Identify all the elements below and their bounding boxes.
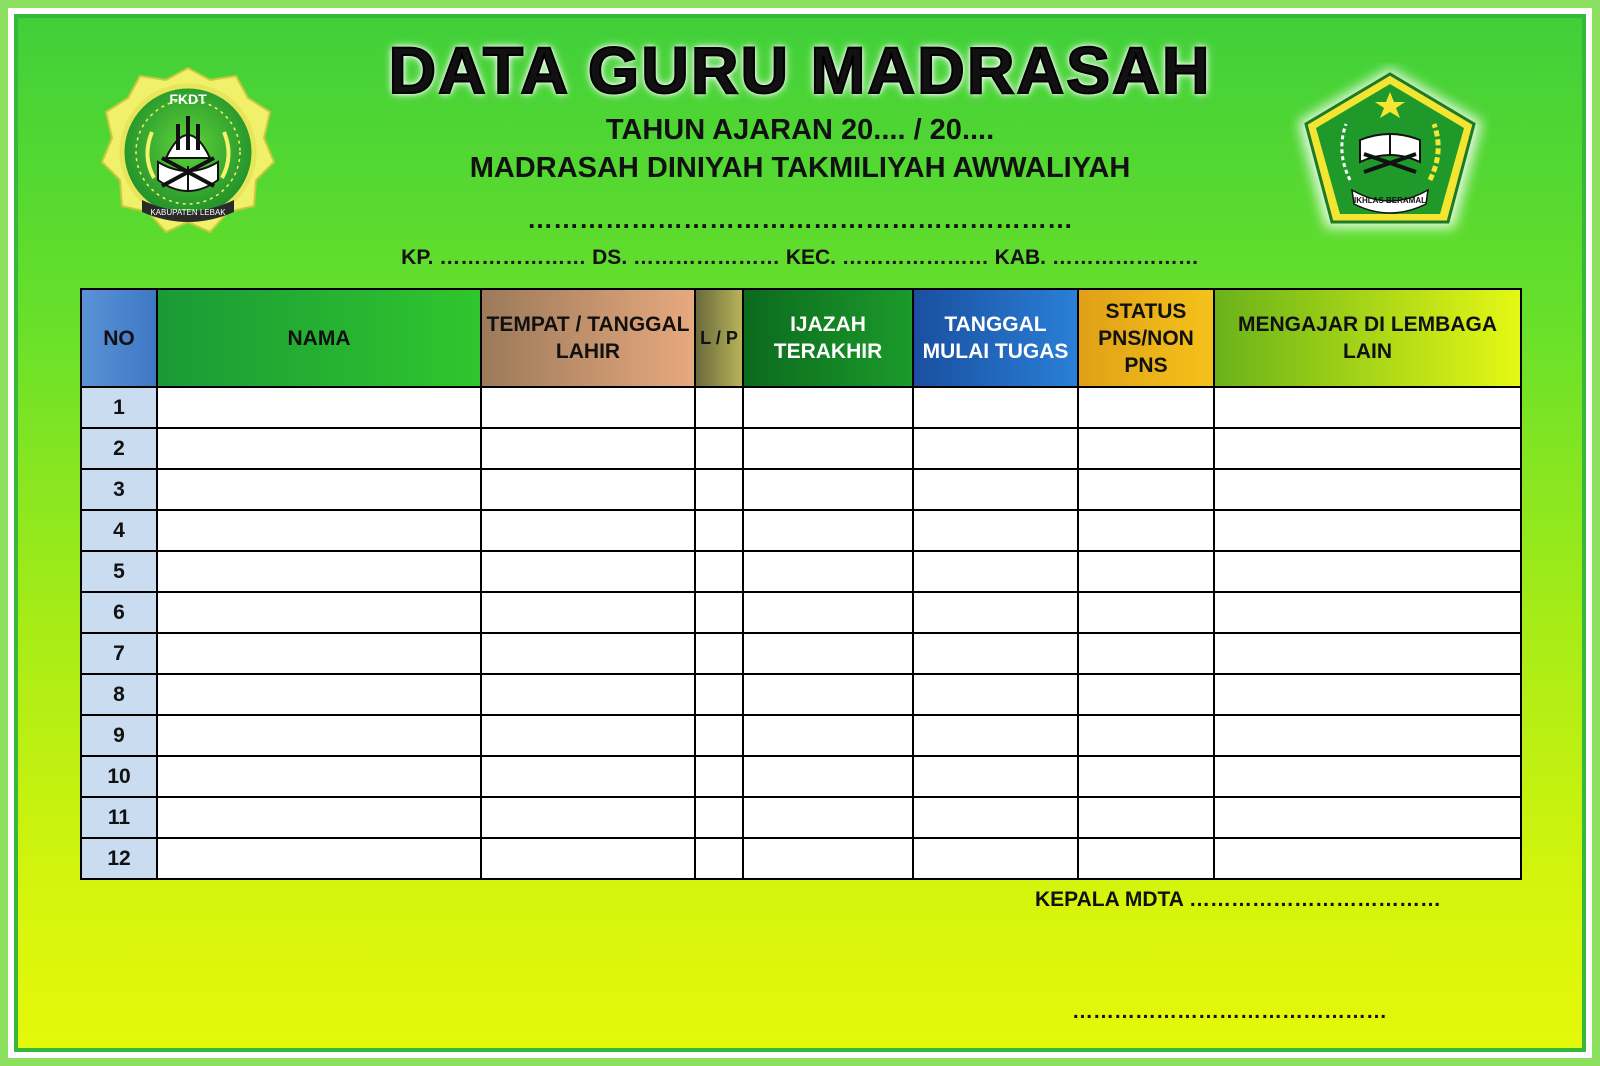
row-number: 12	[81, 838, 157, 879]
teacher-data-table	[80, 288, 1522, 880]
cell-mengajar[interactable]	[1214, 797, 1521, 838]
cell-mengajar[interactable]	[1214, 756, 1521, 797]
table-row	[81, 756, 1521, 797]
cell-tanggal-mulai[interactable]	[913, 756, 1078, 797]
cell-status[interactable]	[1078, 387, 1214, 428]
cell-ijazah[interactable]	[743, 838, 913, 879]
cell-status[interactable]	[1078, 633, 1214, 674]
school-type: MADRASAH DINIYAH TAKMILIYAH AWWALIYAH	[469, 152, 1131, 184]
cell-ijazah[interactable]	[743, 715, 913, 756]
cell-mengajar[interactable]	[1214, 633, 1521, 674]
cell-tanggal-mulai[interactable]	[913, 551, 1078, 592]
cell-nama[interactable]	[157, 838, 481, 879]
cell-mengajar[interactable]	[1214, 592, 1521, 633]
cell-tanggal-mulai[interactable]	[913, 469, 1078, 510]
row-number: 4	[81, 510, 157, 551]
row-number: 11	[81, 797, 157, 838]
address-line: KP. ………………… DS. ………………… KEC. ………………… KAB. …………………	[401, 246, 1199, 269]
cell-tempat-tanggal-lahir[interactable]	[481, 715, 695, 756]
cell-lp[interactable]	[695, 633, 743, 674]
header-ijazah-terakhir: IJAZAH TERAKHIR	[743, 289, 913, 387]
cell-ijazah[interactable]	[743, 428, 913, 469]
table-row	[81, 387, 1521, 428]
cell-tanggal-mulai[interactable]	[913, 674, 1078, 715]
cell-tempat-tanggal-lahir[interactable]	[481, 469, 695, 510]
cell-mengajar[interactable]	[1214, 510, 1521, 551]
table-row	[81, 797, 1521, 838]
table-row	[81, 715, 1521, 756]
cell-nama[interactable]	[157, 551, 481, 592]
cell-ijazah[interactable]	[743, 510, 913, 551]
cell-nama[interactable]	[157, 756, 481, 797]
table-row	[81, 510, 1521, 551]
table-row	[81, 633, 1521, 674]
cell-lp[interactable]	[695, 428, 743, 469]
cell-tempat-tanggal-lahir[interactable]	[481, 551, 695, 592]
header-no: NO	[81, 289, 157, 387]
cell-mengajar[interactable]	[1214, 428, 1521, 469]
cell-lp[interactable]	[695, 592, 743, 633]
cell-nama[interactable]	[157, 797, 481, 838]
table-header-row	[81, 289, 1521, 387]
cell-lp[interactable]	[695, 715, 743, 756]
cell-lp[interactable]	[695, 551, 743, 592]
cell-nama[interactable]	[157, 428, 481, 469]
cell-status[interactable]	[1078, 551, 1214, 592]
row-number: 7	[81, 633, 157, 674]
kabupaten-lebak-text: KABUPATEN LEBAK	[150, 208, 226, 217]
cell-lp[interactable]	[695, 797, 743, 838]
cell-lp[interactable]	[695, 756, 743, 797]
row-number: 9	[81, 715, 157, 756]
cell-mengajar[interactable]	[1214, 715, 1521, 756]
cell-tanggal-mulai[interactable]	[913, 387, 1078, 428]
cell-status[interactable]	[1078, 428, 1214, 469]
cell-ijazah[interactable]	[743, 551, 913, 592]
cell-ijazah[interactable]	[743, 674, 913, 715]
cell-mengajar[interactable]	[1214, 469, 1521, 510]
table-row	[81, 674, 1521, 715]
cell-ijazah[interactable]	[743, 633, 913, 674]
cell-tanggal-mulai[interactable]	[913, 428, 1078, 469]
cell-ijazah[interactable]	[743, 387, 913, 428]
cell-tanggal-mulai[interactable]	[913, 715, 1078, 756]
academic-year: TAHUN AJARAN 20.... / 20....	[605, 114, 995, 146]
cell-status[interactable]	[1078, 715, 1214, 756]
cell-status[interactable]	[1078, 510, 1214, 551]
header-lp: L / P	[695, 289, 743, 387]
cell-lp[interactable]	[695, 510, 743, 551]
header-tanggal-mulai-tugas: TANGGAL MULAI TUGAS	[913, 289, 1078, 387]
table-row	[81, 469, 1521, 510]
page-title: DATA GURU MADRASAH	[388, 33, 1212, 107]
table-row	[81, 428, 1521, 469]
cell-tanggal-mulai[interactable]	[913, 592, 1078, 633]
cell-ijazah[interactable]	[743, 469, 913, 510]
row-number: 8	[81, 674, 157, 715]
cell-ijazah[interactable]	[743, 592, 913, 633]
header-mengajar-lembaga-lain: MENGAJAR DI LEMBAGA LAIN	[1214, 289, 1521, 387]
cell-tempat-tanggal-lahir[interactable]	[481, 592, 695, 633]
cell-tanggal-mulai[interactable]	[913, 838, 1078, 879]
row-number: 1	[81, 387, 157, 428]
cell-tempat-tanggal-lahir[interactable]	[481, 428, 695, 469]
kepala-mdta-label: KEPALA MDTA ………………………………	[1035, 888, 1441, 911]
cell-mengajar[interactable]	[1214, 674, 1521, 715]
cell-nama[interactable]	[157, 592, 481, 633]
cell-ijazah[interactable]	[743, 756, 913, 797]
table-row	[81, 838, 1521, 879]
cell-nama[interactable]	[157, 674, 481, 715]
row-number: 2	[81, 428, 157, 469]
cell-status[interactable]	[1078, 592, 1214, 633]
cell-tempat-tanggal-lahir[interactable]	[481, 797, 695, 838]
row-number: 5	[81, 551, 157, 592]
cell-mengajar[interactable]	[1214, 387, 1521, 428]
cell-status[interactable]	[1078, 469, 1214, 510]
cell-status[interactable]	[1078, 756, 1214, 797]
cell-nama[interactable]	[157, 387, 481, 428]
cell-lp[interactable]	[695, 838, 743, 879]
table-row	[81, 551, 1521, 592]
header-tempat-tanggal-lahir: TEMPAT / TANGGAL LAHIR	[481, 289, 695, 387]
cell-tempat-tanggal-lahir[interactable]	[481, 510, 695, 551]
header-status-pns: STATUS PNS/NON PNS	[1078, 289, 1214, 387]
cell-status[interactable]	[1078, 797, 1214, 838]
cell-tempat-tanggal-lahir[interactable]	[481, 387, 695, 428]
cell-tanggal-mulai[interactable]	[913, 510, 1078, 551]
school-name-blank: ………………………………………………………	[527, 204, 1073, 234]
cell-nama[interactable]	[157, 510, 481, 551]
cell-lp[interactable]	[695, 469, 743, 510]
cell-tanggal-mulai[interactable]	[913, 633, 1078, 674]
cell-nama[interactable]	[157, 715, 481, 756]
row-number: 6	[81, 592, 157, 633]
cell-tempat-tanggal-lahir[interactable]	[481, 674, 695, 715]
cell-nama[interactable]	[157, 469, 481, 510]
cell-status[interactable]	[1078, 838, 1214, 879]
cell-ijazah[interactable]	[743, 797, 913, 838]
row-number: 3	[81, 469, 157, 510]
cell-tempat-tanggal-lahir[interactable]	[481, 756, 695, 797]
cell-mengajar[interactable]	[1214, 838, 1521, 879]
table-row	[81, 592, 1521, 633]
header-nama: NAMA	[157, 289, 481, 387]
cell-tempat-tanggal-lahir[interactable]	[481, 838, 695, 879]
ikhlas-beramal-text: IKHLAS BERAMAL	[1354, 196, 1426, 205]
fkdt-logo-text: FKDT	[169, 91, 207, 107]
signature-line: ………………………………………	[1072, 1000, 1387, 1023]
cell-nama[interactable]	[157, 633, 481, 674]
cell-mengajar[interactable]	[1214, 551, 1521, 592]
cell-status[interactable]	[1078, 674, 1214, 715]
cell-tempat-tanggal-lahir[interactable]	[481, 633, 695, 674]
cell-lp[interactable]	[695, 387, 743, 428]
cell-tanggal-mulai[interactable]	[913, 797, 1078, 838]
cell-lp[interactable]	[695, 674, 743, 715]
row-number: 10	[81, 756, 157, 797]
